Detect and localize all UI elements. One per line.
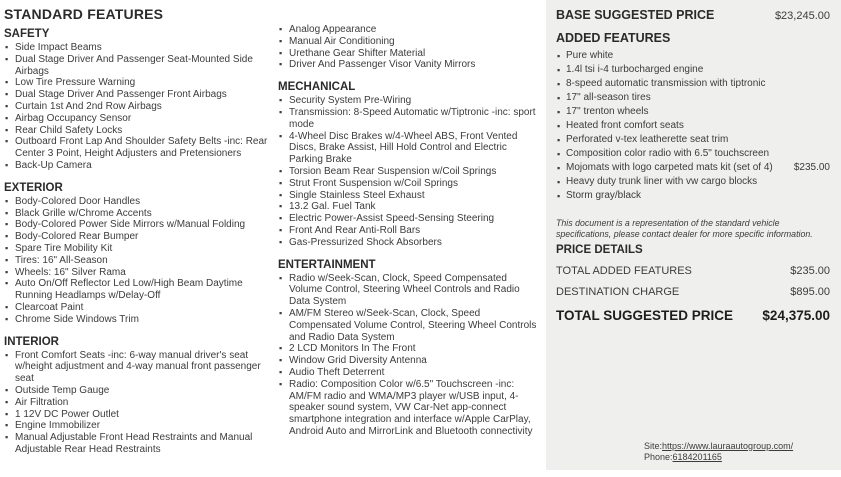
feature-item: ▪ Window Grid Diversity Antenna <box>278 355 540 367</box>
added-features-heading: ADDED FEATURES <box>556 31 671 45</box>
feature-item: ▪ 1 12V DC Power Outlet <box>4 409 268 421</box>
feature-item: ▪ Manual Adjustable Front Head Restraints and Manual Adjustable Rear Head Restraints <box>4 432 268 456</box>
added-feature-price: $235.00 <box>793 162 830 173</box>
feature-item: ▪ AM/FM Stereo w/Seek-Scan, Clock, Speed Compensated Volume Control, Steering Wheel Controls and Radio Data System <box>278 308 540 343</box>
feature-item: ▪ 2 LCD Monitors In The Front <box>278 343 540 355</box>
feature-list <box>278 95 540 248</box>
price-details-rows <box>556 265 830 298</box>
feature-item: ▪ Engine Immobilizer <box>4 420 268 432</box>
feature-section <box>4 182 268 326</box>
feature-item: ▪ Radio w/Seek-Scan, Clock, Speed Compensated Volume Control, Steering Wheel Controls and Radio Data System <box>278 273 540 308</box>
added-feature-text: ▪ 1.4l tsi i-4 turbocharged engine <box>566 64 704 75</box>
feature-item: ▪ Dual Stage Driver And Passenger Seat-Mounted Side Airbags <box>4 54 268 78</box>
feature-section <box>4 28 268 172</box>
added-feature-item <box>556 162 830 174</box>
added-feature-item <box>556 50 830 62</box>
site-link[interactable]: https://www.lauraautogroup.com/ <box>662 440 794 451</box>
feature-item: ▪ Radio: Composition Color w/6.5" Touchscreen -inc: AM/FM radio and WMA/MP3 player w/USB input, 4-speaker sound system, VW Car-Net app-connect smartphone integration and interface w/Apple CarPlay, Android Auto and MirrorLink and Bluetooth connectivity <box>278 379 540 438</box>
feature-list <box>278 273 540 438</box>
added-features-list <box>556 50 830 202</box>
added-feature-text: ▪ Perforated v-tex leatherette seat trim <box>566 134 729 145</box>
feature-list <box>4 350 268 456</box>
base-price-value: $23,245.00 <box>774 10 830 22</box>
feature-list <box>4 42 268 172</box>
feature-item: ▪ Gas-Pressurized Shock Absorbers <box>278 237 540 249</box>
feature-item: ▪ Rear Child Safety Locks <box>4 125 268 137</box>
added-feature-text: ▪ Heated front comfort seats <box>566 120 684 131</box>
feature-item: ▪ Outside Temp Gauge <box>4 385 268 397</box>
phone-label: Phone: <box>644 452 673 463</box>
feature-item: ▪ Transmission: 8-Speed Automatic w/Tiptronic -inc: sport mode <box>278 107 540 131</box>
feature-list <box>278 24 540 71</box>
middle-sections <box>278 24 540 438</box>
feature-item: ▪ Auto On/Off Reflector Led Low/High Beam Daytime Running Headlamps w/Delay-Off <box>4 278 268 302</box>
price-detail-label: DESTINATION CHARGE <box>556 285 680 298</box>
feature-item: ▪ Torsion Beam Rear Suspension w/Coil Springs <box>278 166 540 178</box>
feature-item: ▪ Single Stainless Steel Exhaust <box>278 190 540 202</box>
feature-item: ▪ Strut Front Suspension w/Coil Springs <box>278 178 540 190</box>
site-line <box>644 441 793 453</box>
feature-item: ▪ Wheels: 16" Silver Rama <box>4 267 268 279</box>
phone-link[interactable]: 6184201165 <box>672 452 722 463</box>
section-heading: MECHANICAL <box>278 81 356 94</box>
added-feature-text: ▪ Pure white <box>566 50 614 61</box>
feature-section <box>278 259 540 438</box>
feature-list <box>4 196 268 326</box>
feature-item: ▪ Front Comfort Seats -inc: 6-way manual driver's seat w/height adjustment and 4-way manual front passenger seat <box>4 350 268 385</box>
price-detail-value: $895.00 <box>790 285 830 298</box>
feature-item: ▪ Security System Pre-Wiring <box>278 95 540 107</box>
added-feature-item <box>556 148 830 160</box>
feature-section <box>278 24 540 71</box>
total-suggested-price-row <box>556 308 830 323</box>
feature-item: ▪ Tires: 16" All-Season <box>4 255 268 267</box>
standard-features-column-2 <box>278 24 540 448</box>
base-price-label: BASE SUGGESTED PRICE <box>556 8 715 22</box>
feature-section <box>278 81 540 248</box>
price-panel <box>546 0 841 470</box>
section-heading: INTERIOR <box>4 335 59 348</box>
added-feature-text: ▪ Composition color radio with 6.5" touchscreen <box>566 148 770 159</box>
feature-item: ▪ 4-Wheel Disc Brakes w/4-Wheel ABS, Front Vented Discs, Brake Assist, Hill Hold Control and Electric Parking Brake <box>278 131 540 166</box>
added-feature-item <box>556 78 830 90</box>
site-label: Site: <box>644 440 663 451</box>
dealer-contact-footer <box>644 441 793 464</box>
added-feature-text: ▪ Heavy duty trunk liner with vw cargo blocks <box>566 176 758 187</box>
feature-item: ▪ Body-Colored Door Handles <box>4 196 268 208</box>
added-feature-text: ▪ 17" trenton wheels <box>566 106 649 117</box>
added-feature-item <box>556 134 830 146</box>
added-feature-item <box>556 106 830 118</box>
feature-item: ▪ Urethane Gear Shifter Material <box>278 48 540 60</box>
section-heading: SAFETY <box>4 28 50 40</box>
feature-item: ▪ Curtain 1st And 2nd Row Airbags <box>4 101 268 113</box>
section-heading: ENTERTAINMENT <box>278 258 376 271</box>
feature-item: ▪ Body-Colored Power Side Mirrors w/Manual Folding <box>4 219 268 231</box>
feature-item: ▪ Manual Air Conditioning <box>278 36 540 48</box>
feature-item: ▪ Chrome Side Windows Trim <box>4 314 268 326</box>
feature-item: ▪ Outboard Front Lap And Shoulder Safety Belts -inc: Rear Center 3 Point, Height Adjusters and Pretensioners <box>4 136 268 160</box>
price-details-heading: PRICE DETAILS <box>556 243 643 256</box>
total-suggested-price-label: TOTAL SUGGESTED PRICE <box>556 307 734 323</box>
added-feature-text: ▪ Storm gray/black <box>566 190 642 201</box>
feature-item: ▪ Clearcoat Paint <box>4 302 268 314</box>
section-heading: EXTERIOR <box>4 181 63 194</box>
feature-item: ▪ 13.2 Gal. Fuel Tank <box>278 201 540 213</box>
phone-line <box>644 452 793 464</box>
added-feature-text: ▪ 8-speed automatic transmission with tiptronic <box>566 78 766 89</box>
feature-section <box>4 336 268 456</box>
added-feature-text: ▪ 17" all-season tires <box>566 92 651 103</box>
feature-item: ▪ Spare Tire Mobility Kit <box>4 243 268 255</box>
feature-item: ▪ Low Tire Pressure Warning <box>4 77 268 89</box>
feature-item: ▪ Air Filtration <box>4 397 268 409</box>
added-feature-text: ▪ Mojomats with logo carpeted mats kit (set of 4) <box>566 162 773 173</box>
feature-item: ▪ Back-Up Camera <box>4 160 268 172</box>
base-price-row <box>556 8 830 22</box>
page-title: STANDARD FEATURES <box>4 6 164 22</box>
feature-item: ▪ Audio Theft Deterrent <box>278 367 540 379</box>
feature-item: ▪ Electric Power-Assist Speed-Sensing Steering <box>278 213 540 225</box>
feature-item: ▪ Black Grille w/Chrome Accents <box>4 208 268 220</box>
added-feature-item <box>556 176 830 188</box>
feature-item: ▪ Side Impact Beams <box>4 42 268 54</box>
feature-item: ▪ Body-Colored Rear Bumper <box>4 231 268 243</box>
price-detail-value: $235.00 <box>790 264 830 277</box>
feature-item: ▪ Driver And Passenger Visor Vanity Mirrors <box>278 59 540 71</box>
feature-item: ▪ Dual Stage Driver And Passenger Front Airbags <box>4 89 268 101</box>
added-feature-item <box>556 64 830 76</box>
price-detail-row <box>556 286 830 298</box>
added-feature-item <box>556 190 830 202</box>
price-detail-row <box>556 265 830 277</box>
total-suggested-price-value: $24,375.00 <box>762 307 830 323</box>
feature-item: ▪ Airbag Occupancy Sensor <box>4 113 268 125</box>
feature-item: ▪ Analog Appearance <box>278 24 540 36</box>
left-sections <box>4 28 268 456</box>
added-feature-item <box>556 92 830 104</box>
added-feature-item <box>556 120 830 132</box>
price-detail-label: TOTAL ADDED FEATURES <box>556 264 692 277</box>
disclaimer-text: This document is a representation of the standard vehicle specifications, please contact dealer for more specific information. <box>556 218 813 239</box>
feature-item: ▪ Front And Rear Anti-Roll Bars <box>278 225 540 237</box>
standard-features-column-1 <box>4 6 268 466</box>
